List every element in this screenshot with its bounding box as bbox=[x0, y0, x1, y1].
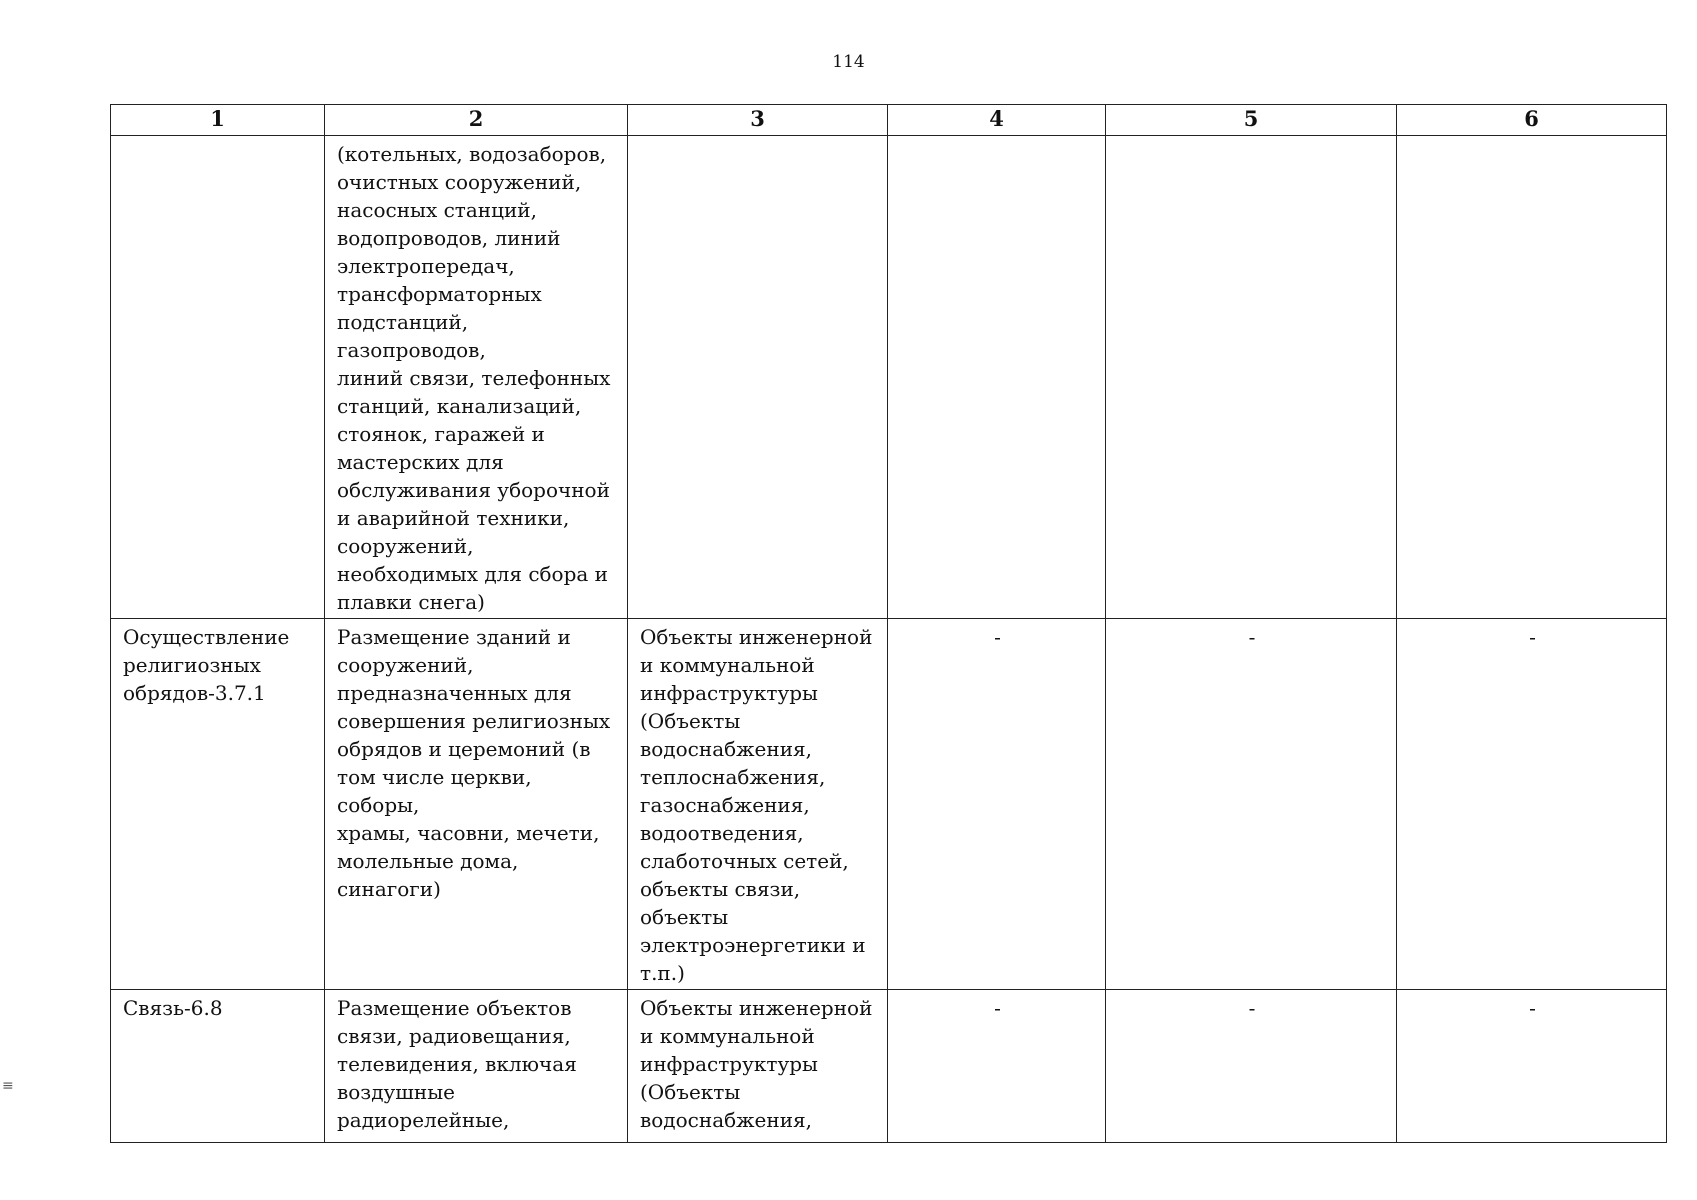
header-cell: 2 bbox=[325, 105, 628, 136]
cell-use-type: Осуществление религиозных обрядов-3.7.1 bbox=[111, 619, 325, 990]
header-cell: 4 bbox=[888, 105, 1106, 136]
cell-col6 bbox=[1397, 136, 1667, 619]
cell-description: (котельных, водозаборов, очистных сооружений, насосных станций, водопроводов, линий электропередач, трансформаторных подстанций, газопроводов, линий связи, телефонных станций, канализаций, стоянок, гаражей и мастерских для обслуживания уборочной и аварийной техники, сооружений, необходимых для сбора и плавки снега) bbox=[325, 136, 628, 619]
cell-use-type bbox=[111, 136, 325, 619]
cell-col6: - bbox=[1397, 990, 1667, 1143]
cell-col4: - bbox=[888, 619, 1106, 990]
header-cell: 5 bbox=[1106, 105, 1397, 136]
header-cell: 3 bbox=[628, 105, 888, 136]
cell-col5 bbox=[1106, 136, 1397, 619]
cell-col6: - bbox=[1397, 619, 1667, 990]
header-cell: 6 bbox=[1397, 105, 1667, 136]
cell-objects bbox=[628, 136, 888, 619]
cell-col5: - bbox=[1106, 619, 1397, 990]
cell-description: Размещение объектов связи, радиовещания, телевидения, включая воздушные радиорелейные, bbox=[325, 990, 628, 1143]
table-row bbox=[111, 619, 1667, 990]
table-row bbox=[111, 136, 1667, 619]
table-header-row bbox=[111, 105, 1667, 136]
land-use-table bbox=[110, 104, 1667, 1143]
cell-col5: - bbox=[1106, 990, 1397, 1143]
cell-objects: Объекты инженерной и коммунальной инфраструктуры (Объекты водоснабжения, теплоснабжения, газоснабжения, водоотведения, слаботочных сетей, объекты связи, объекты электроэнергетики и т.п.) bbox=[628, 619, 888, 990]
cell-col4: - bbox=[888, 990, 1106, 1143]
cell-use-type: Связь-6.8 bbox=[111, 990, 325, 1143]
header-cell: 1 bbox=[111, 105, 325, 136]
page-number: 114 bbox=[832, 52, 865, 72]
cell-description: Размещение зданий и сооружений, предназначенных для совершения религиозных обрядов и церемоний (в том числе церкви, соборы, храмы, часовни, мечети, молельные дома, синагоги) bbox=[325, 619, 628, 990]
cell-col4 bbox=[888, 136, 1106, 619]
table-row bbox=[111, 990, 1667, 1143]
cell-objects: Объекты инженерной и коммунальной инфраструктуры (Объекты водоснабжения, bbox=[628, 990, 888, 1143]
margin-mark: ≡ bbox=[2, 1078, 14, 1094]
